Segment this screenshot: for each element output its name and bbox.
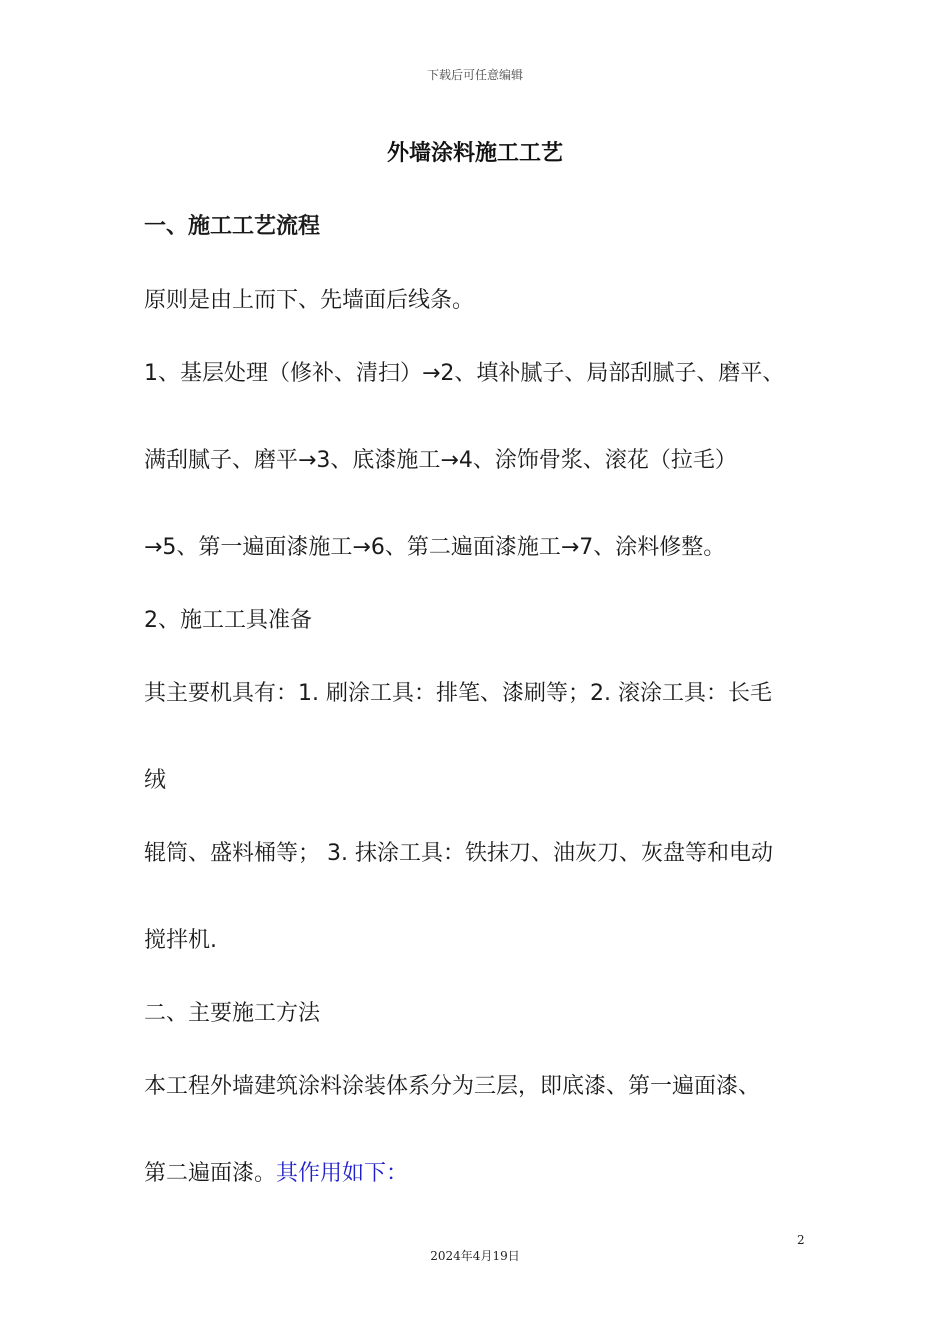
method-line-1: 本工程外墙建筑涂料涂装体系分为三层，即底漆、第一遍面漆、 (144, 1074, 761, 1099)
section-heading-methods: 二、主要施工方法 (144, 1001, 321, 1026)
method-line-2 (144, 1156, 408, 1187)
header-note: 下载后可任意编辑 (426, 68, 523, 82)
tools-line-2: 绒 (144, 768, 167, 793)
tools-heading: 2、施工工具准备 (144, 608, 312, 633)
process-line-3: →5、第一遍面漆施工→6、第二遍面漆施工→7、涂料修整。 (144, 535, 726, 560)
section-heading-process: 一、施工工艺流程 (144, 214, 321, 239)
tools-line-4: 搅拌机. (144, 928, 217, 953)
principle-text: 原则是由上而下、先墙面后线条。 (144, 288, 475, 313)
tools-line-3: 辊筒、盛料桶等； 3. 抹涂工具：铁抹刀、油灰刀、灰盘等和电动 (144, 841, 773, 866)
page-number: 2 (797, 1233, 805, 1247)
method-line-2-text: 第二遍面漆。 (144, 1161, 277, 1186)
tools-line-1: 其主要机具有：1. 刷涂工具：排笔、漆刷等；2. 滚涂工具：长毛 (144, 681, 772, 706)
document-title: 外墙涂料施工工艺 (386, 141, 563, 166)
process-line-2: 满刮腻子、磨平→3、底漆施工→4、涂饰骨浆、滚花（拉毛） (144, 448, 737, 473)
footer-date: 2024年4月19日 (430, 1249, 520, 1263)
process-line-1: 1、基层处理（修补、清扫）→2、填补腻子、局部刮腻子、磨平、 (144, 361, 785, 386)
method-line-2-highlight: 其作用如下： (276, 1161, 409, 1186)
